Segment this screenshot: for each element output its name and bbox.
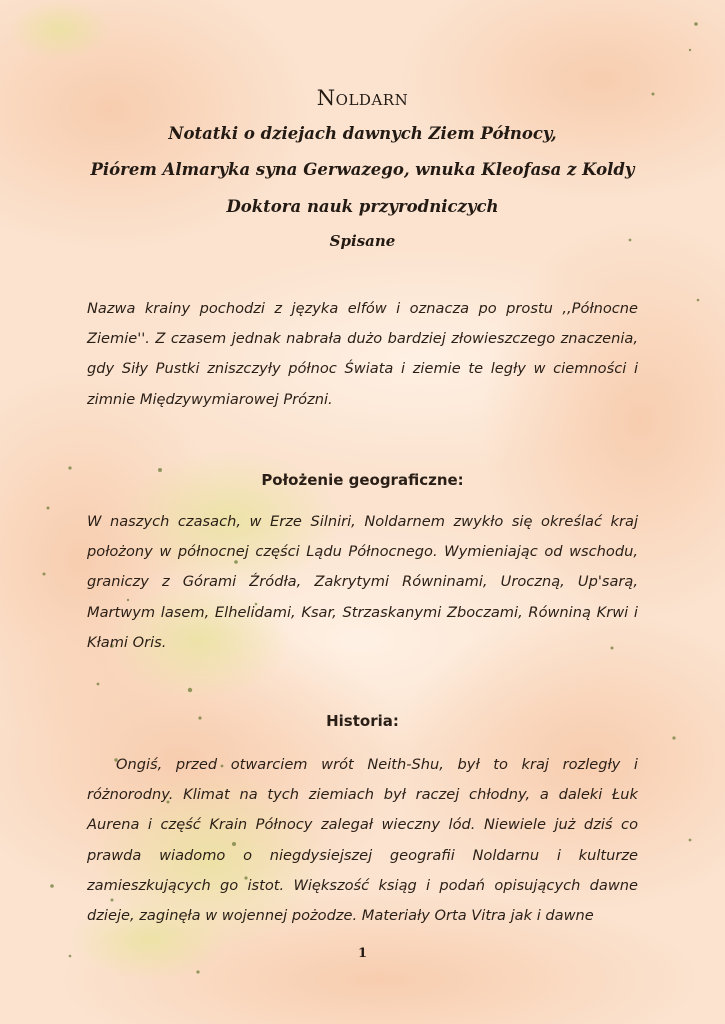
geography-heading: Położenie geograficzne: [261,471,464,489]
page-number: 1 [357,946,368,961]
intro-paragraph: Nazwa krainy pochodzi z języka elfów i oznacza po prostu ,,Północne Ziemie''. Z czasem jednak nabrała dużo bardziej złowieszczego znaczenia, gdy Siły Pustki zniszczyły północ Świata i ziemie te legły w ciemności i zimnie Międzywymiarowej Prózni. [87,300,638,408]
subtitle-line-2: Piórem Almaryka syna Gerwazego, wnuka Kleofasa z Koldy [90,160,635,179]
history-heading: Historia: [326,712,399,730]
geography-paragraph: W naszych czasach, w Erze Silniri, Noldarnem zwykło się określać kraj położony w północnej części Lądu Północnego. Wymieniając od wschodu, graniczy z Górami Źródła, Zakrytymi Równinami, Uroczną, Up'sarą, Martwym lasem, Elhelidami, Ksar, Strzaskanymi Zboczami, Równiną Krwi i Kłami Oris. [87,513,638,651]
subtitle-line-4: Spisane [329,232,396,250]
document-title: Noldarn [316,86,409,110]
history-paragraph: Ongiś, przed otwarciem wrót Neith-Shu, był to kraj rozległy i różnorodny. Klimat na tych ziemiach był raczej chłodny, a daleki Łuk Aurena i część Krain Północy zalegał wieczny lód. Niewiele już dziś co prawda wiadomo o niegdysiejszej geografii Noldarnu i kulturze zamieszkujących go istot. Większość ksiąg i podań opisujących dawne dzieje, zaginęła w wojennej pożodze. Materiały Orta Vitra jak i dawne [87,756,638,925]
subtitle-line-1: Notatki o dziejach dawnych Ziem Północy, [168,124,557,143]
subtitle-line-3: Doktora nauk przyrodniczych [226,197,499,216]
